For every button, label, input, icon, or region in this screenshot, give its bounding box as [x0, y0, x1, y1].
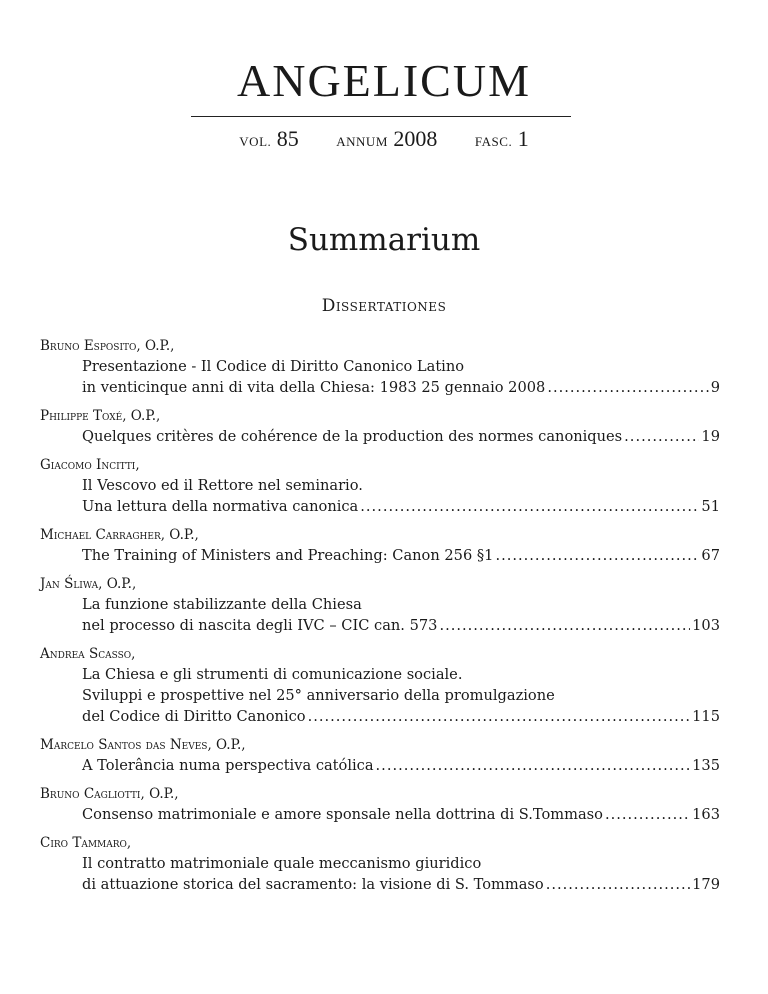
- toc-author: Ciro Tammaro,: [40, 835, 132, 851]
- toc-page-number: 179: [692, 876, 720, 893]
- toc-title-text: A Tolerância numa perspectiva católica: [82, 757, 374, 774]
- leader-dots: [360, 496, 699, 517]
- annum-label: ANNUM: [336, 134, 388, 149]
- section-heading: Dissertationes: [321, 296, 447, 316]
- table-of-contents: [40, 336, 720, 903]
- toc-title-line: [40, 706, 720, 727]
- toc-page-number: 103: [692, 617, 720, 634]
- toc-entry: [40, 735, 720, 776]
- fascicle-label: FASC.: [474, 134, 513, 149]
- leader-dots: [546, 874, 690, 895]
- volume-group: [239, 126, 298, 152]
- leader-dots: [547, 377, 708, 398]
- journal-title: ANGELICUM: [237, 55, 531, 106]
- leader-dots: [624, 426, 699, 447]
- title-rule: [191, 116, 571, 117]
- toc-title-line: [40, 426, 720, 447]
- toc-title-text: del Codice di Diritto Canonico: [82, 708, 306, 725]
- toc-author: Giacomo Incitti,: [40, 457, 140, 473]
- toc-title-line: [40, 615, 720, 636]
- toc-page-number: 51: [701, 498, 720, 515]
- toc-page-number: 135: [692, 757, 720, 774]
- toc-title-text: in venticinque anni di vita della Chiesa: 1983 25 gennaio 2008: [82, 379, 546, 396]
- toc-page-number: 67: [701, 547, 720, 564]
- masthead: [0, 55, 768, 106]
- leader-dots: [308, 706, 691, 727]
- leader-dots: [376, 755, 691, 776]
- toc-author: Andrea Scasso,: [40, 646, 136, 662]
- toc-page-number: 115: [692, 708, 720, 725]
- toc-page-number: 19: [701, 428, 720, 445]
- toc-title-line: [40, 496, 720, 517]
- toc-title-line: La Chiesa e gli strumenti di comunicazione sociale.: [82, 666, 463, 683]
- toc-title-text: The Training of Ministers and Preaching: Canon 256 §1: [82, 547, 494, 564]
- toc-title-text: nel processo di nascita degli IVC – CIC can. 573: [82, 617, 438, 634]
- toc-author: Philippe Toxé, O.P.,: [40, 408, 161, 424]
- annum-value: 2008: [393, 126, 438, 151]
- toc-title-line: La funzione stabilizzante della Chiesa: [82, 596, 362, 613]
- toc-entry: [40, 644, 720, 727]
- toc-title-line: Sviluppi e prospettive nel 25° anniversario della promulgazione: [82, 687, 555, 704]
- toc-title-text: Quelques critères de cohérence de la production des normes canoniques: [82, 428, 623, 445]
- toc-entry: [40, 833, 720, 895]
- fascicle-value: 1: [517, 126, 529, 151]
- toc-entry: [40, 336, 720, 398]
- volume-label: VOL.: [239, 134, 272, 149]
- toc-entry: [40, 406, 720, 447]
- toc-title-line: [40, 377, 720, 398]
- issue-line: [0, 126, 768, 152]
- toc-entry: [40, 525, 720, 566]
- fascicle-group: [475, 126, 529, 152]
- toc-title-line: Il Vescovo ed il Rettore nel seminario.: [82, 477, 363, 494]
- toc-entry: [40, 784, 720, 825]
- leader-dots: [439, 615, 690, 636]
- leader-dots: [605, 804, 690, 825]
- toc-title-text: di attuazione storica del sacramento: la visione di S. Tommaso: [82, 876, 544, 893]
- toc-author: Bruno Esposito, O.P.,: [40, 338, 175, 354]
- toc-author: Jan Śliwa, O.P.,: [40, 576, 137, 592]
- toc-entry: [40, 574, 720, 636]
- toc-title-line: Il contratto matrimoniale quale meccanismo giuridico: [82, 855, 482, 872]
- toc-title-line: [40, 545, 720, 566]
- summary-title: Summarium: [287, 222, 481, 258]
- toc-page-number: 9: [710, 379, 720, 396]
- toc-entry: [40, 455, 720, 517]
- toc-author: Michael Carragher, O.P.,: [40, 527, 199, 543]
- leader-dots: [495, 545, 699, 566]
- toc-page-number: 163: [692, 806, 720, 823]
- annum-group: [336, 126, 437, 152]
- toc-title-line: [40, 804, 720, 825]
- toc-title-text: Consenso matrimoniale e amore sponsale nella dottrina di S.Tommaso: [82, 806, 603, 823]
- volume-value: 85: [276, 126, 299, 151]
- toc-author: Bruno Cagliotti, O.P.,: [40, 786, 179, 802]
- toc-title-line: Presentazione - Il Codice di Diritto Canonico Latino: [82, 358, 465, 375]
- toc-author: Marcelo Santos das Neves, O.P.,: [40, 737, 246, 753]
- toc-title-line: [40, 755, 720, 776]
- toc-title-line: [40, 874, 720, 895]
- toc-title-text: Una lettura della normativa canonica: [82, 498, 359, 515]
